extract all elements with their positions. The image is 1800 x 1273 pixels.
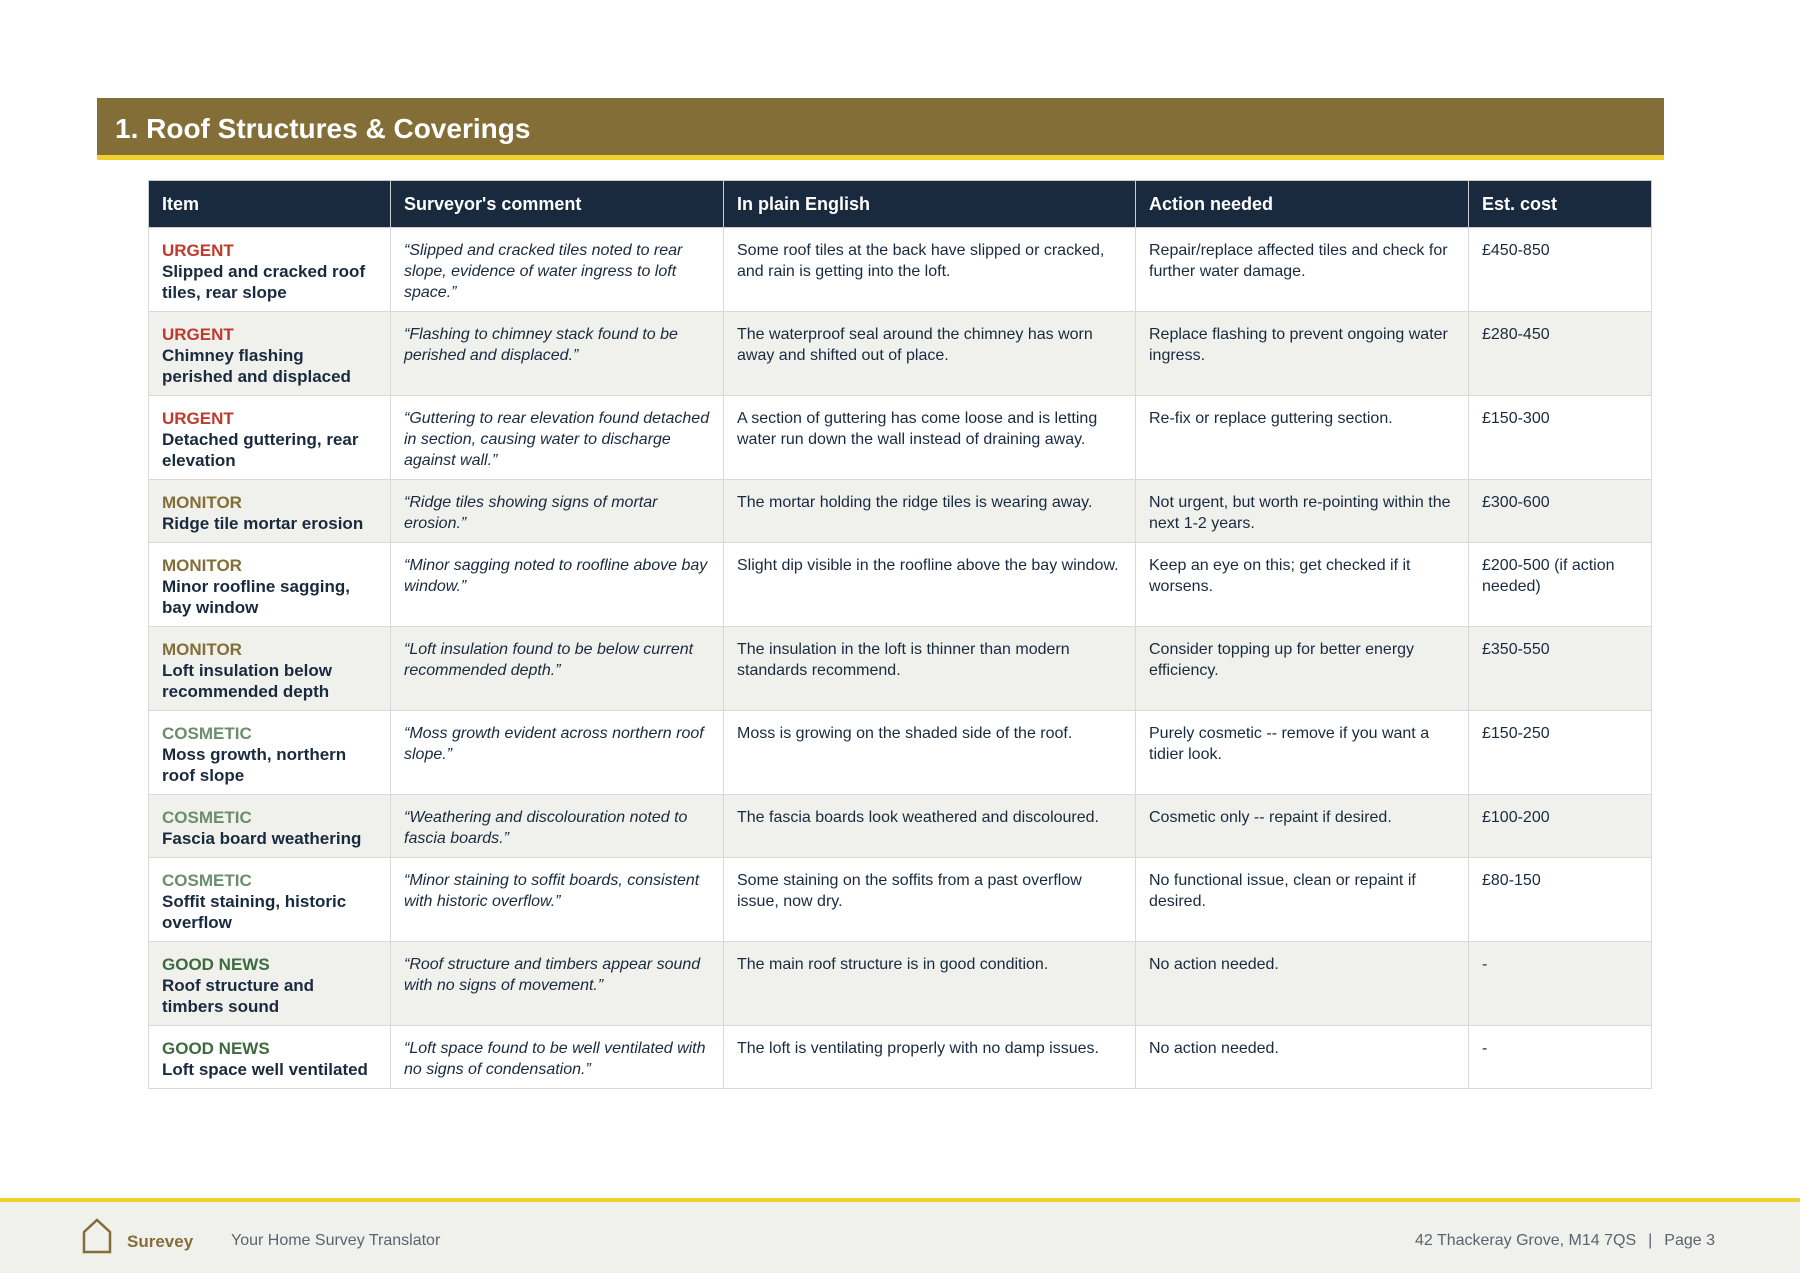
item-title: Slipped and cracked roof tiles, rear slope <box>162 262 366 302</box>
table-row <box>149 942 1652 1026</box>
est-cost-cell: £350-550 <box>1469 627 1652 711</box>
est-cost-cell: - <box>1469 1026 1652 1089</box>
surveyor-comment-cell: “Guttering to rear elevation found detached in section, causing water to discharge against wall.” <box>391 396 724 480</box>
category-label: MONITOR <box>162 640 242 659</box>
item-cell <box>149 228 391 312</box>
findings-table <box>148 180 1652 1089</box>
table-row <box>149 627 1652 711</box>
est-cost-cell: £80-150 <box>1469 858 1652 942</box>
item-cell <box>149 711 391 795</box>
tagline: Your Home Survey Translator <box>231 1232 441 1249</box>
surveyor-comment-cell: “Ridge tiles showing signs of mortar erosion.” <box>391 480 724 543</box>
est-cost-cell: £200-500 (if action needed) <box>1469 543 1652 627</box>
category-label: MONITOR <box>162 556 242 575</box>
plain-english-cell: The waterproof seal around the chimney has worn away and shifted out of place. <box>724 312 1136 396</box>
category-label: MONITOR <box>162 493 242 512</box>
plain-english-cell: Moss is growing on the shaded side of the roof. <box>724 711 1136 795</box>
surveyor-comment-cell: “Moss growth evident across northern roof slope.” <box>391 711 724 795</box>
surveyor-comment-cell: “Minor staining to soffit boards, consistent with historic overflow.” <box>391 858 724 942</box>
item-title: Loft space well ventilated <box>162 1060 368 1079</box>
est-cost-cell: £450-850 <box>1469 228 1652 312</box>
action-needed-cell: Replace flashing to prevent ongoing water ingress. <box>1136 312 1469 396</box>
surveyor-comment-cell: “Flashing to chimney stack found to be perished and displaced.” <box>391 312 724 396</box>
item-title: Soffit staining, historic overflow <box>162 892 347 932</box>
plain-english-cell: The loft is ventilating properly with no damp issues. <box>724 1026 1136 1089</box>
item-cell <box>149 858 391 942</box>
surveyor-comment-cell: “Loft insulation found to be below current recommended depth.” <box>391 627 724 711</box>
surveyor-comment-cell: “Minor sagging noted to roofline above bay window.” <box>391 543 724 627</box>
table-body <box>149 228 1652 1089</box>
action-needed-cell: Not urgent, but worth re-pointing within the next 1-2 years. <box>1136 480 1469 543</box>
action-needed-cell: Re-fix or replace guttering section. <box>1136 396 1469 480</box>
est-cost-cell: £300-600 <box>1469 480 1652 543</box>
table-row <box>149 1026 1652 1089</box>
surveyor-comment-cell: “Loft space found to be well ventilated with no signs of condensation.” <box>391 1026 724 1089</box>
item-title: Ridge tile mortar erosion <box>162 514 364 533</box>
table-header-row <box>149 181 1652 228</box>
surveyor-comment-cell: “Roof structure and timbers appear sound with no signs of movement.” <box>391 942 724 1026</box>
est-cost-cell: £150-250 <box>1469 711 1652 795</box>
surveyor-comment-cell: “Weathering and discolouration noted to fascia boards.” <box>391 795 724 858</box>
header-item: Item <box>149 181 391 228</box>
action-needed-cell: No functional issue, clean or repaint if desired. <box>1136 858 1469 942</box>
table-row <box>149 795 1652 858</box>
category-label: GOOD NEWS <box>162 955 270 974</box>
item-cell <box>149 795 391 858</box>
est-cost-cell: - <box>1469 942 1652 1026</box>
table-row <box>149 711 1652 795</box>
item-cell <box>149 942 391 1026</box>
plain-english-cell: The insulation in the loft is thinner than modern standards recommend. <box>724 627 1136 711</box>
house-icon <box>82 1218 112 1259</box>
table-row <box>149 480 1652 543</box>
category-label: COSMETIC <box>162 808 252 827</box>
table-row <box>149 858 1652 942</box>
plain-english-cell: Some staining on the soffits from a past overflow issue, now dry. <box>724 858 1136 942</box>
item-title: Moss growth, northern roof slope <box>162 745 347 785</box>
item-cell <box>149 1026 391 1089</box>
plain-english-cell: The mortar holding the ridge tiles is wearing away. <box>724 480 1136 543</box>
surveyor-comment-cell: “Slipped and cracked tiles noted to rear slope, evidence of water ingress to loft space.” <box>391 228 724 312</box>
item-cell <box>149 396 391 480</box>
plain-english-cell: The fascia boards look weathered and discoloured. <box>724 795 1136 858</box>
plain-english-cell: Some roof tiles at the back have slipped or cracked, and rain is getting into the loft. <box>724 228 1136 312</box>
header-est-cost: Est. cost <box>1469 181 1652 228</box>
plain-english-cell: Slight dip visible in the roofline above the bay window. <box>724 543 1136 627</box>
plain-english-cell: The main roof structure is in good condition. <box>724 942 1136 1026</box>
table-row <box>149 312 1652 396</box>
table-row <box>149 228 1652 312</box>
est-cost-cell: £280-450 <box>1469 312 1652 396</box>
item-cell <box>149 543 391 627</box>
category-label: URGENT <box>162 409 234 428</box>
est-cost-cell: £100-200 <box>1469 795 1652 858</box>
action-needed-cell: Consider topping up for better energy efficiency. <box>1136 627 1469 711</box>
action-needed-cell: Repair/replace affected tiles and check for further water damage. <box>1136 228 1469 312</box>
item-cell <box>149 312 391 396</box>
section-banner <box>97 98 1664 160</box>
item-title: Chimney flashing perished and displaced <box>162 346 351 386</box>
est-cost-cell: £150-300 <box>1469 396 1652 480</box>
plain-english-cell: A section of guttering has come loose and is letting water run down the wall instead of draining away. <box>724 396 1136 480</box>
brand-name: Surevey <box>127 1232 194 1251</box>
footer-separator: | <box>1648 1232 1653 1249</box>
category-label: URGENT <box>162 241 234 260</box>
page-number: Page 3 <box>1664 1232 1715 1249</box>
category-label: COSMETIC <box>162 871 252 890</box>
item-title: Detached guttering, rear elevation <box>162 430 359 470</box>
table-row <box>149 396 1652 480</box>
property-address: 42 Thackeray Grove, M14 7QS <box>1414 1232 1637 1249</box>
section-title: 1. Roof Structures & Coverings <box>115 113 531 144</box>
category-label: COSMETIC <box>162 724 252 743</box>
action-needed-cell: Cosmetic only -- repaint if desired. <box>1136 795 1469 858</box>
item-title: Loft insulation below recommended depth <box>162 661 332 701</box>
page-footer <box>0 1198 1800 1273</box>
header-plain-english: In plain English <box>724 181 1136 228</box>
item-title: Minor roofline sagging, bay window <box>162 577 350 617</box>
action-needed-cell: No action needed. <box>1136 1026 1469 1089</box>
action-needed-cell: No action needed. <box>1136 942 1469 1026</box>
item-title: Fascia board weathering <box>162 829 362 848</box>
item-cell <box>149 627 391 711</box>
table-row <box>149 543 1652 627</box>
item-cell <box>149 480 391 543</box>
action-needed-cell: Purely cosmetic -- remove if you want a tidier look. <box>1136 711 1469 795</box>
footer-meta <box>1415 1232 1715 1250</box>
action-needed-cell: Keep an eye on this; get checked if it worsens. <box>1136 543 1469 627</box>
category-label: GOOD NEWS <box>162 1039 270 1058</box>
header-surveyor-comment: Surveyor's comment <box>391 181 724 228</box>
item-title: Roof structure and timbers sound <box>162 976 315 1016</box>
category-label: URGENT <box>162 325 234 344</box>
header-action-needed: Action needed <box>1136 181 1469 228</box>
